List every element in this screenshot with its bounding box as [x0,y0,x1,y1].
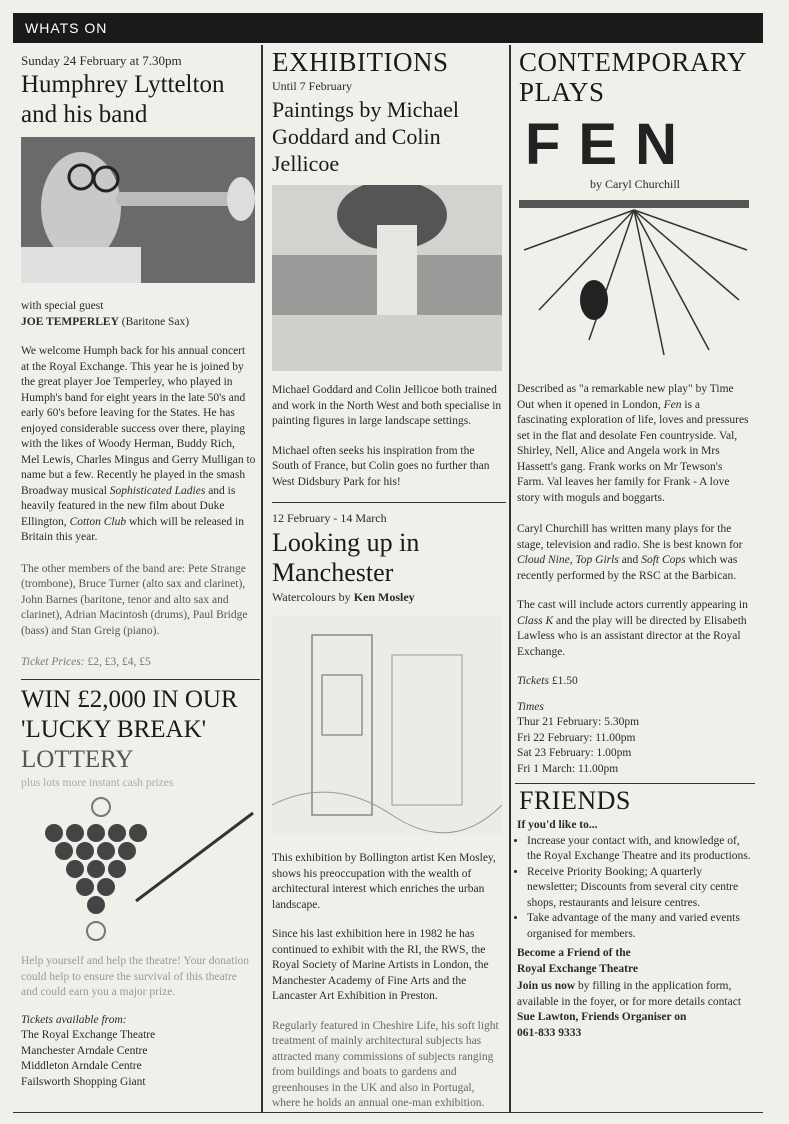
benefit-item: • Take advantage of the many and varied events organised for members. [527,911,755,942]
jazz-paragraph-1: We welcome Humph back for his annual concert at the Royal Exchange. This year he is joined by the great player Joe Temperley, who played in Humph's band for eight years in the late 50's and early 60's before leaving for the States. He has enjoyed considerable success over there, playing with the likes of Woody Herman, Buddy Rich, Mel Lewis, Charles Mingus and Gerry Mulligan to name but a few. Recently he played in the smash Broadway musical Sophisticated Ladies and is heavily featured in the new film about Duke Ellington, Cotton Club which will be released in Britain this year. [21,345,256,543]
play-times-label: Times [517,700,544,713]
play-time-2: Fri 22 February: 11.00pm [517,731,636,744]
header-title: WHATS ON [25,20,108,36]
guest-role: (Baritone Sax) [121,315,190,328]
exhibition-until: Until 7 February [272,79,352,93]
exhibition-2-subtitle: Watercolours by Ken Mosley [272,590,415,604]
guest-name: JOE TEMPERLEY [21,315,119,328]
contact-phone: 061-833 9333 [517,1026,582,1039]
play-time-3: Sat 23 February: 1.00pm [517,747,632,759]
guest-line [21,315,260,331]
event-title-2: and his band [21,101,148,128]
exhibition-2-date: 12 February - 14 March [272,511,387,525]
exhibition-2-paragraph-1: This exhibition by Bollington artist Ken Mosley, shows his preoccupation with the wealth of architectural interest which enriches the urban landscape. [272,852,496,911]
header-bar [13,13,763,43]
become-friend-2: Royal Exchange Theatre [517,962,638,975]
event-date: Sunday 24 February at 7.30pm [21,53,182,68]
exhibition-2-paragraph-2: Since his last exhibition here in 1982 he has continued to exhibit with the RI, the RWS, the Royal Society of Marine Artists in London, the Manchester Academy of Fine Arts and the Lancaster Art Exhibition in Preston. [272,928,489,1002]
exhibition-2-title: Looking up in Manchester [272,528,420,587]
venue-3: Middleton Arndale Centre [21,1060,142,1072]
play-paragraph-3: The cast will include actors currently appearing in Class K and the play will be directed by Elisabeth Lawless who is an assistant director at the Royal Exchange. [517,599,748,658]
watercolour-building-image [272,615,502,835]
friends-heading: FRIENDS [519,786,631,815]
lottery-title-2: 'LUCKY BREAK' [21,715,207,743]
lottery-text: Help yourself and help the theatre! Your donation could help to ensure the survival of this theatre and could earn you a major prize. [21,955,250,998]
join-text: Join us now by filling in the application form, available in the foyer, or for more details contact Sue Lawton, Friends Organiser on [517,980,742,1023]
friends-benefits-list [515,834,755,943]
friends-intro: If you'd like to... [517,819,598,831]
tickets-available-label: Tickets available from: [21,1013,127,1026]
exhibition-2-paragraph-3: Regularly featured in Cheshire Life, his soft light treatment of mainly architectural subjects has attracted many commissions of subjects ranging from buildings and boats to gardens and greenhouses in the UK and also in Portugal, where he holds an annual one-man exhibition. [272,1019,499,1109]
play-paragraph-1: Described as "a remarkable new play" by Time Out when it opened in London, Fen is a fascinating exploration of life, loves and pressures set in the flat and desolate Fen countryside. Val, Shirley, Nell, Alice and Angela work in Mrs Hassett's gang. Frank works on Mr Tewson's Farm. Val leaves her family for Frank - A love story with moguls and boggarts. [517,383,749,504]
divider [515,783,755,784]
guest-intro: with special guest [21,300,104,312]
play-author: by Caryl Churchill [590,177,680,191]
venue-1: The Royal Exchange Theatre [21,1029,156,1041]
painting-image [272,185,502,371]
jazz-paragraph-2: The other members of the band are: Pete Strange (trombone), Bruce Turner (alto sax and clarinet), John Barnes (baritone, tenor and alto sax and clarinet), Adrian Macintosh (drums), Paul Bridge (bass) and Stan Greig (piano). [21,562,248,637]
play-tickets: Tickets £1.50 [517,675,578,687]
benefit-item: • Increase your contact with, and knowledge of, the Royal Exchange Theatre and its productions. [527,834,755,865]
ticket-prices: Ticket Prices: £2, £3, £4, £5 [21,656,151,668]
column-jazz [13,45,260,1090]
lottery-title-1: WIN £2,000 IN OUR [21,685,238,713]
column-divider-1 [261,45,263,1112]
become-friend-1: Become a Friend of the [517,947,631,959]
plays-heading-2: PLAYS [519,77,605,107]
exhibition-paragraph-1: Michael Goddard and Colin Jellicoe both trained and work in the North West and both specialise in painting figures in large landscape settings. [272,384,502,427]
sunburst-illustration [519,200,749,360]
venue-2: Manchester Arndale Centre [21,1044,148,1057]
trumpet-player-image [21,137,255,283]
column-exhibitions [268,45,506,1112]
snooker-balls-graphic [21,791,268,946]
exhibition-title: Paintings by Michael Goddard and Colin Jellicoe [272,97,459,176]
bottom-rule [13,1112,763,1113]
plays-heading-1: CONTEMPORARY [519,47,748,77]
venue-4: Failsworth Shopping Giant [21,1075,146,1088]
trumpet-photo [21,137,255,283]
divider [21,679,260,680]
column-divider-2 [509,45,511,1112]
divider [272,502,506,503]
column-plays [515,45,755,1041]
event-title-1: Humphrey Lyttelton [21,71,225,98]
exhibition-paragraph-2: Michael often seeks his inspiration from the South of France, but Colin goes no further than West Didsbury Park for his! [272,444,490,488]
play-time-4: Fri 1 March: 11.00pm [517,762,619,775]
lottery-subtitle: plus lots more instant cash prizes [21,776,174,789]
play-time-1: Thur 21 February: 5.30pm [517,716,640,728]
play-paragraph-2: Caryl Churchill has written many plays for the stage, television and radio. She is best known for Cloud Nine, Top Girls and Soft Cops which was recently performed by the RSC at the Barbican. [517,523,743,582]
exhibitions-heading: EXHIBITIONS [272,47,449,77]
fen-logo: FEN [525,112,695,177]
benefit-item: • Receive Priority Booking; A quarterly newsletter; Discounts from several city centre shops, restaurants and leisure centres. [527,865,755,912]
lottery-title-3: LOTTERY [21,745,134,773]
